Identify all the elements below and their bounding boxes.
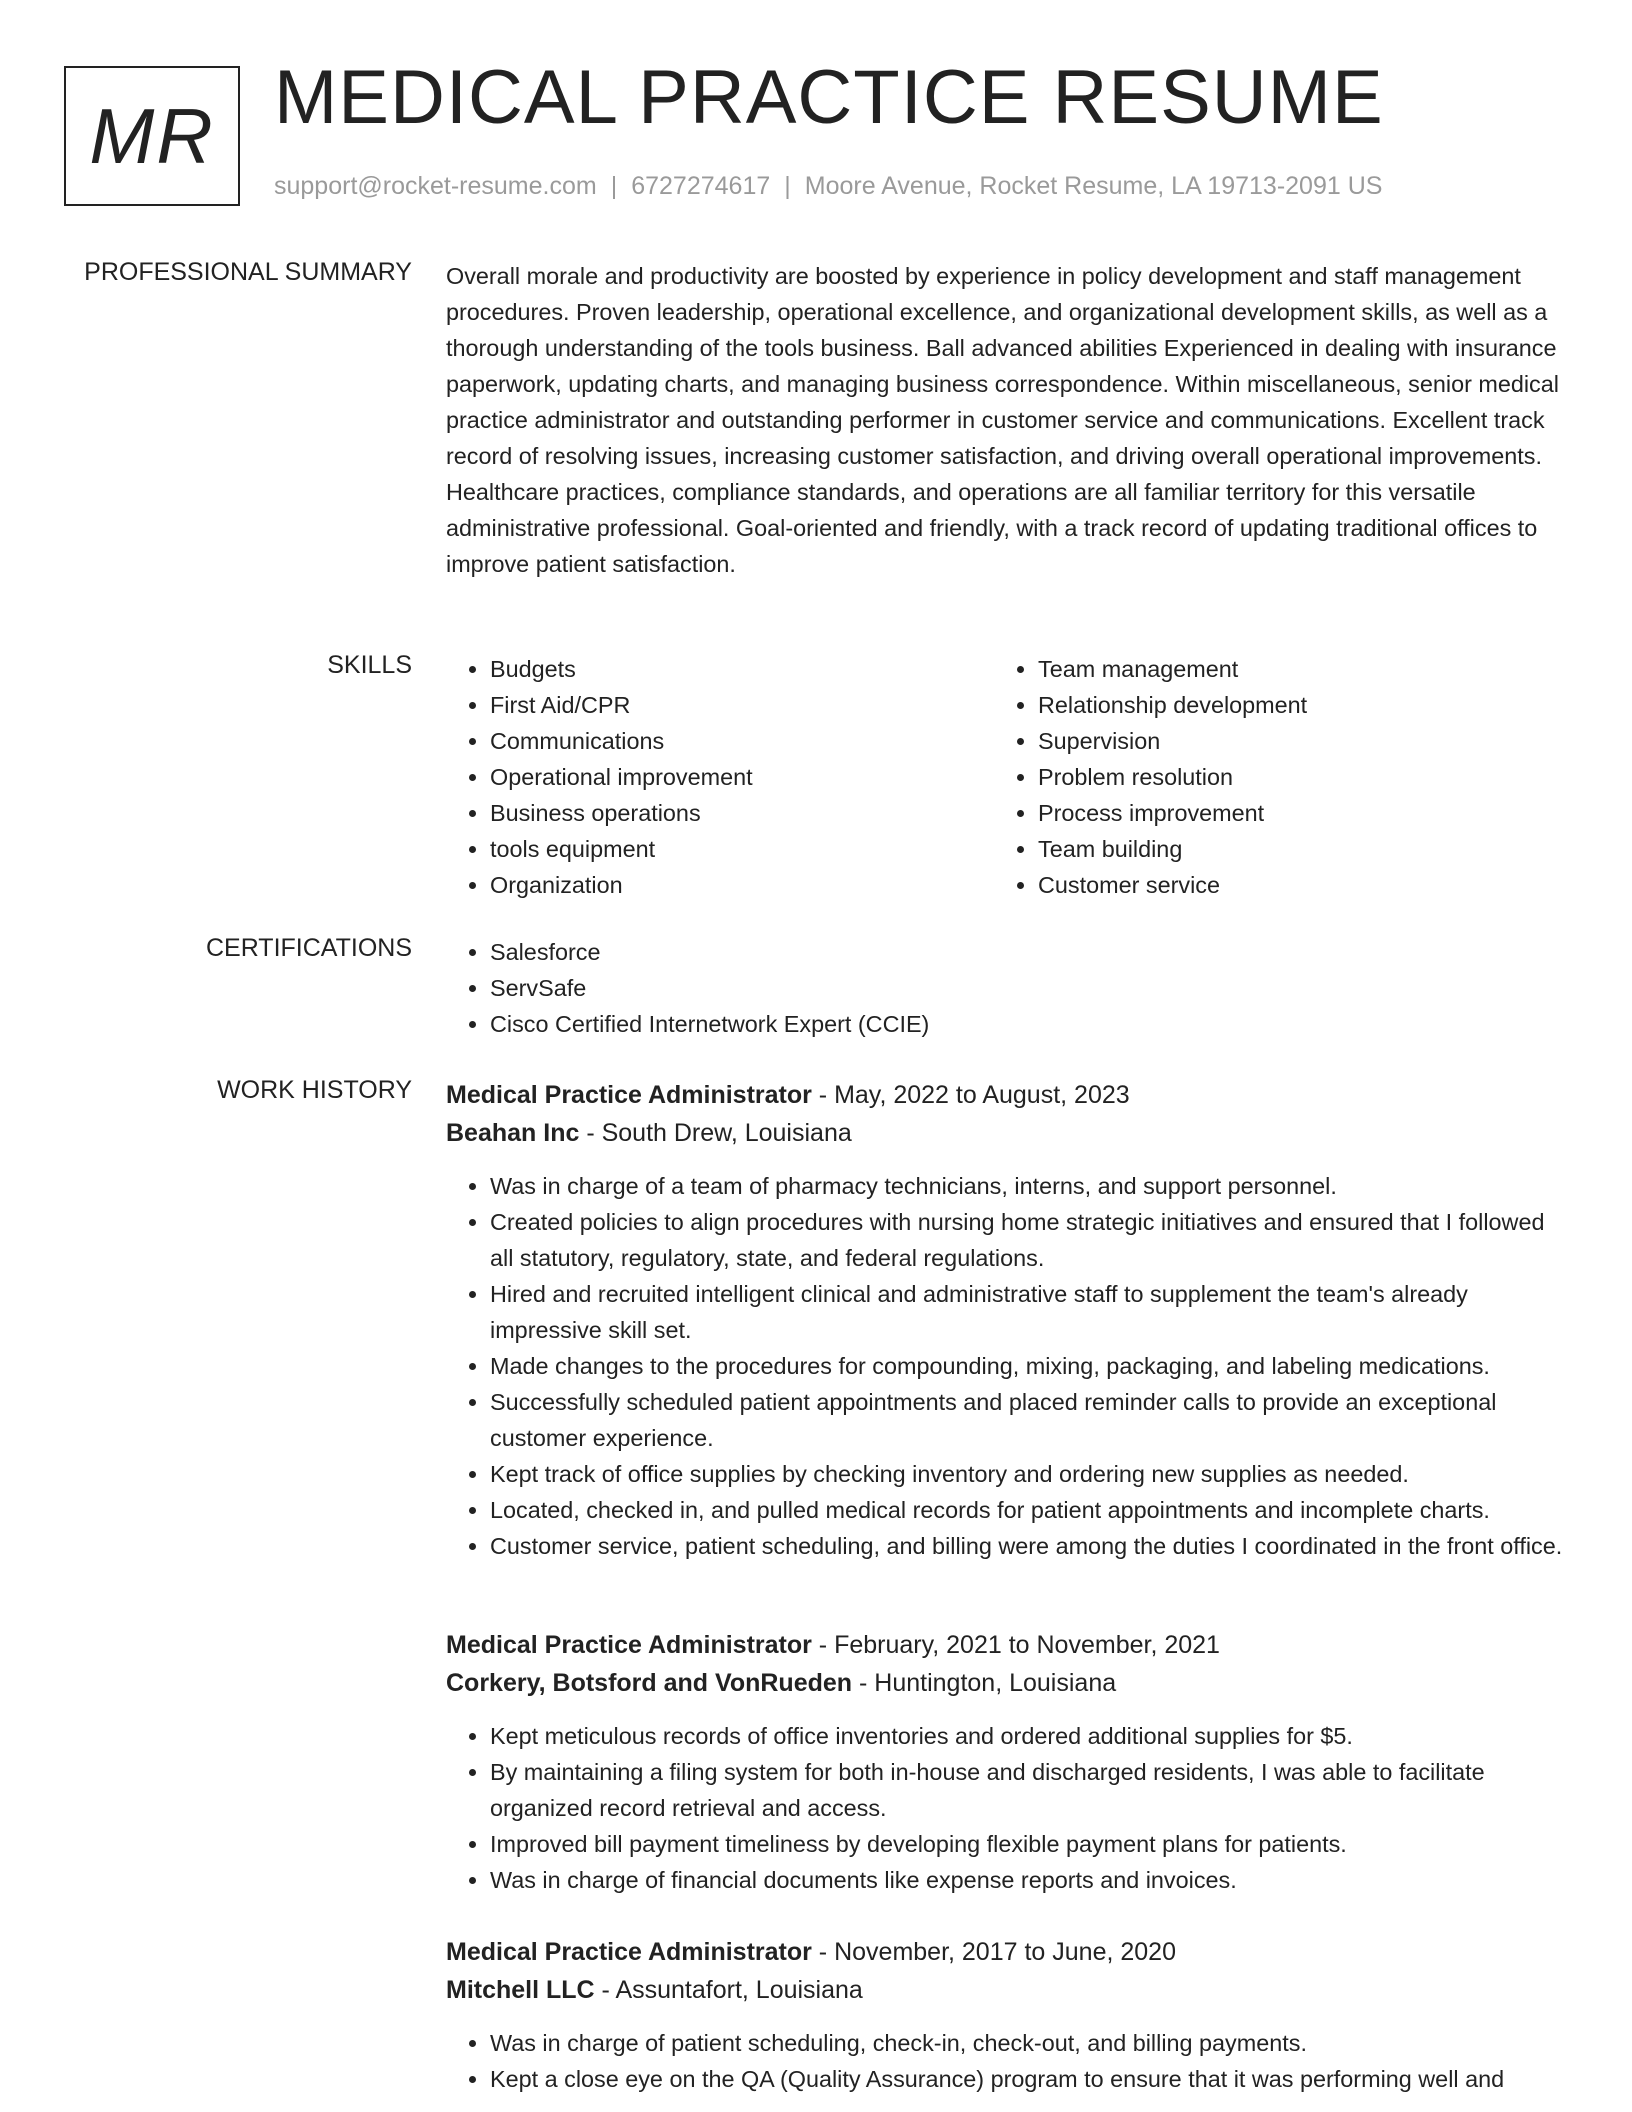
job-duty: • Successfully scheduled patient appointments and placed reminder calls to provide an exceptional customer experience. <box>490 1384 1566 1456</box>
skills-list <box>994 651 1514 903</box>
job-duty: • Kept meticulous records of office inventories and ordered additional supplies for $5. <box>490 1718 1566 1754</box>
skill-item: • Problem resolution <box>1038 759 1514 795</box>
skill-item: • tools equipment <box>490 831 966 867</box>
job-duties-list <box>446 2025 1566 2097</box>
job-location: - Assuntafort, Louisiana <box>594 1976 863 2004</box>
contact-phone[interactable]: 6727274617 <box>631 172 771 200</box>
job-duties-list <box>446 1168 1566 1564</box>
contact-separator: | <box>610 172 618 200</box>
job-dates: - May, 2022 to August, 2023 <box>811 1081 1130 1109</box>
job-entry <box>446 1076 1566 1564</box>
contact-line <box>274 172 1382 201</box>
certifications-list <box>446 934 1566 1042</box>
section-label-certifications: CERTIFICATIONS <box>205 934 412 962</box>
job-title: Medical Practice Administrator <box>446 1938 812 1966</box>
job-location: - Huntington, Louisiana <box>852 1669 1117 1697</box>
certification-item: • ServSafe <box>490 970 1566 1006</box>
skill-item: • Team building <box>1038 831 1514 867</box>
job-dates: - February, 2021 to November, 2021 <box>811 1631 1220 1659</box>
job-duty: • Was in charge of patient scheduling, check-in, check-out, and billing payments. <box>490 2025 1566 2061</box>
skill-item: • Organization <box>490 867 966 903</box>
job-duty: • Was in charge of a team of pharmacy technicians, interns, and support personnel. <box>490 1168 1566 1204</box>
job-heading <box>446 1076 1566 1114</box>
job-company: Beahan Inc <box>446 1119 580 1147</box>
skill-item: • Customer service <box>1038 867 1514 903</box>
job-duty: • Located, checked in, and pulled medical records for patient appointments and incomplete charts. <box>490 1492 1566 1528</box>
certification-item: • Cisco Certified Internetwork Expert (CCIE) <box>490 1006 1566 1042</box>
job-duty: • Kept track of office supplies by checking inventory and ordering new supplies as needed. <box>490 1456 1566 1492</box>
skill-item: • Supervision <box>1038 723 1514 759</box>
monogram-logo: MR <box>64 66 240 206</box>
contact-address: Moore Avenue, Rocket Resume, LA 19713-2091 US <box>804 172 1383 200</box>
job-duty: • Kept a close eye on the QA (Quality Assurance) program to ensure that it was performing well and <box>490 2061 1566 2097</box>
job-duty: • Made changes to the procedures for compounding, mixing, packaging, and labeling medications. <box>490 1348 1566 1384</box>
job-duty: • By maintaining a filing system for both in-house and discharged residents, I was able to facilitate organized record retrieval and access. <box>490 1754 1566 1826</box>
job-company: Corkery, Botsford and VonRueden <box>446 1669 853 1697</box>
job-employer <box>446 1114 1566 1152</box>
job-entry <box>446 1626 1566 1898</box>
skills-column-2 <box>994 651 1514 903</box>
summary-text: Overall morale and productivity are boosted by experience in policy development and staff management procedures. Proven leadership, operational excellence, and organizational development skills, as well as a thorough understanding of the tools business. Ball advanced abilities Experienced in dealing with insurance paperwork, updating charts, and managing business correspondence. Within miscellaneous, senior medical practice administrator and outstanding performer in customer service and communications. Excellent track record of resolving issues, increasing customer satisfaction, and driving overall operational improvements. Healthcare practices, compliance standards, and operations are all familiar territory for this versatile administrative professional. Goal-oriented and friendly, with a track record of updating traditional offices to improve patient satisfaction. <box>446 263 1559 577</box>
job-company: Mitchell LLC <box>446 1976 595 2004</box>
job-duty: • Improved bill payment timeliness by developing flexible payment plans for patients. <box>490 1826 1566 1862</box>
contact-email[interactable]: support@rocket-resume.com <box>274 172 597 200</box>
skill-item: • Communications <box>490 723 966 759</box>
skill-item: • Budgets <box>490 651 966 687</box>
skill-item: • Operational improvement <box>490 759 966 795</box>
skill-item: • Process improvement <box>1038 795 1514 831</box>
section-label-summary: PROFESSIONAL SUMMARY <box>84 258 412 286</box>
job-entry <box>446 1933 1566 2097</box>
job-duties-list <box>446 1718 1566 1898</box>
skills-column-1 <box>446 651 966 903</box>
job-employer <box>446 1971 1566 2009</box>
job-duty: • Customer service, patient scheduling, and billing were among the duties I coordinated in the front office. <box>490 1528 1566 1564</box>
skills-body <box>446 651 1566 911</box>
job-employer <box>446 1664 1566 1702</box>
job-heading <box>446 1933 1566 1971</box>
section-label-work-history: WORK HISTORY <box>217 1076 412 1104</box>
job-dates: - November, 2017 to June, 2020 <box>811 1938 1176 1966</box>
contact-separator: | <box>784 172 791 200</box>
skill-item: • Team management <box>1038 651 1514 687</box>
job-heading <box>446 1626 1566 1664</box>
section-label-skills: SKILLS <box>327 651 412 679</box>
job-title: Medical Practice Administrator <box>446 1081 812 1109</box>
skill-item: • First Aid/CPR <box>490 687 966 723</box>
skill-item: • Business operations <box>490 795 966 831</box>
job-location: - South Drew, Louisiana <box>579 1119 852 1147</box>
job-duty: • Was in charge of financial documents like expense reports and invoices. <box>490 1862 1566 1898</box>
skills-list <box>446 651 966 903</box>
skill-item: • Relationship development <box>1038 687 1514 723</box>
certifications-body <box>446 934 1566 1042</box>
resume-title: MEDICAL PRACTICE RESUME <box>274 55 1384 140</box>
certification-item: • Salesforce <box>490 934 1566 970</box>
job-duty: • Created policies to align procedures with nursing home strategic initiatives and ensured that I followed all statutory, regulatory, state, and federal regulations. <box>490 1204 1566 1276</box>
job-duty: • Hired and recruited intelligent clinical and administrative staff to supplement the team's already impressive skill set. <box>490 1276 1566 1348</box>
job-title: Medical Practice Administrator <box>446 1631 812 1659</box>
